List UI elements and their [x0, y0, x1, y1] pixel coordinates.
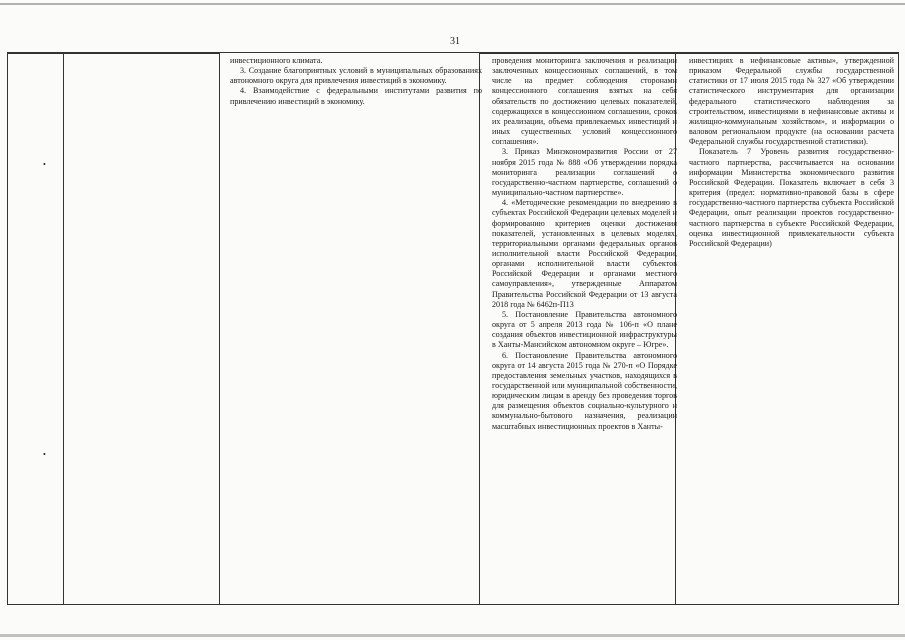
table-cell-legal-acts: [487, 56, 682, 604]
paragraph: 4. «Методические рекомендации по внедрению в субъектах Российской Федерации целевых моделей и формированию критериев оценки достижения показателей, установленных в целевых моделях, территориальными органами федеральных органов исполнительной власти Российской Федерации, органами исполнительной власти субъектов Российской Федерации и органами местного самоуправления», утвержденные Аппаратом Правительства Российской Федерации от 13 августа 2018 года № 6462п-П13: [492, 198, 677, 309]
column-divider-1: [63, 53, 64, 604]
table-top-rule-left: [8, 53, 219, 54]
paragraph: 3. Создание благоприятных условий в муниципальных образованиях автономного округа для привлечения инвестиций в экономику.: [230, 66, 482, 86]
scan-mark: •: [43, 450, 46, 459]
scan-mark: •: [43, 160, 46, 169]
paragraph: 3. Приказ Минэкономразвития России от 27 ноября 2015 года № 888 «Об утверждении порядка мониторинга реализации соглашений о государственно-частном партнерстве, соглашений о муниципально-частном партнерстве».: [492, 147, 677, 198]
paragraph: Показатель 7 Уровень развития государственно-частного партнерства, рассчитывается на основании информации Министерства экономического развития Российской Федерации. Показатель включает в себя 3 критерия (предел: нормативно-правовой базы в сфере государственно-частного партнерства субъекта Российской Федерации, опыт реализации проектов государственно-частного партнерства в субъекте Российской Федерации, оценка инвестиционной привлекательности субъекта Российской Федерации): [689, 147, 894, 248]
scan-edge-top: [0, 3, 905, 5]
paragraph: проведения мониторинга заключения и реализации заключенных концессионных соглашений, в том числе на предмет соблюдения сторонами концессионного соглашения взятых на себя обязательств по достижению целевых показателей, содержащихся в концессионном соглашении, сроков их реализации, объема привлекаемых инвестиций и иных существенных условий концессионного соглашения».: [492, 56, 677, 147]
document-table: [7, 52, 899, 605]
column-divider-3: [479, 53, 480, 604]
page-number: 31: [450, 36, 460, 47]
paragraph: 6. Постановление Правительства автономного округа от 14 августа 2015 года № 270-п «О Порядке предоставления земельных участков, находящихся в государственной или муниципальной собственности, юридическим лицам в аренду без проведения торгов для размещения объектов социально-культурного и коммунально-бытового назначения, реализации масштабных инвестиционных проектов в Ханты-: [492, 350, 677, 431]
table-cell-indicators: [683, 56, 898, 249]
scan-edge-bottom: [0, 634, 905, 637]
table-top-rule-right: [479, 53, 899, 54]
paragraph: инвестиционного климата.: [230, 56, 323, 65]
paragraph: 5. Постановление Правительства автономного округа от 5 апреля 2013 года № 106-п «О плане создания объектов инвестиционной инфраструктуры в Ханты-Мансийском автономном округе – Югре».: [492, 309, 677, 350]
table-cell-goals: [226, 56, 486, 107]
paragraph: 4. Взаимодействие с федеральными институтами развития по привлечению инвестиций в экономику.: [230, 86, 482, 106]
column-divider-2: [219, 53, 220, 604]
paragraph: инвестициях в нефинансовые активы», утвержденной приказом Федеральной службы государственной статистики от 17 июля 2015 года № 327 «Об утверждении статистического инструментария для организации федерального статистического наблюдения за строительством, инвестициями в нефинансовые активы и жилищно-коммунальным хозяйством», и информации о валовом региональном продукте (на основании расчета Федеральной службы государственной статистики).: [689, 56, 894, 147]
